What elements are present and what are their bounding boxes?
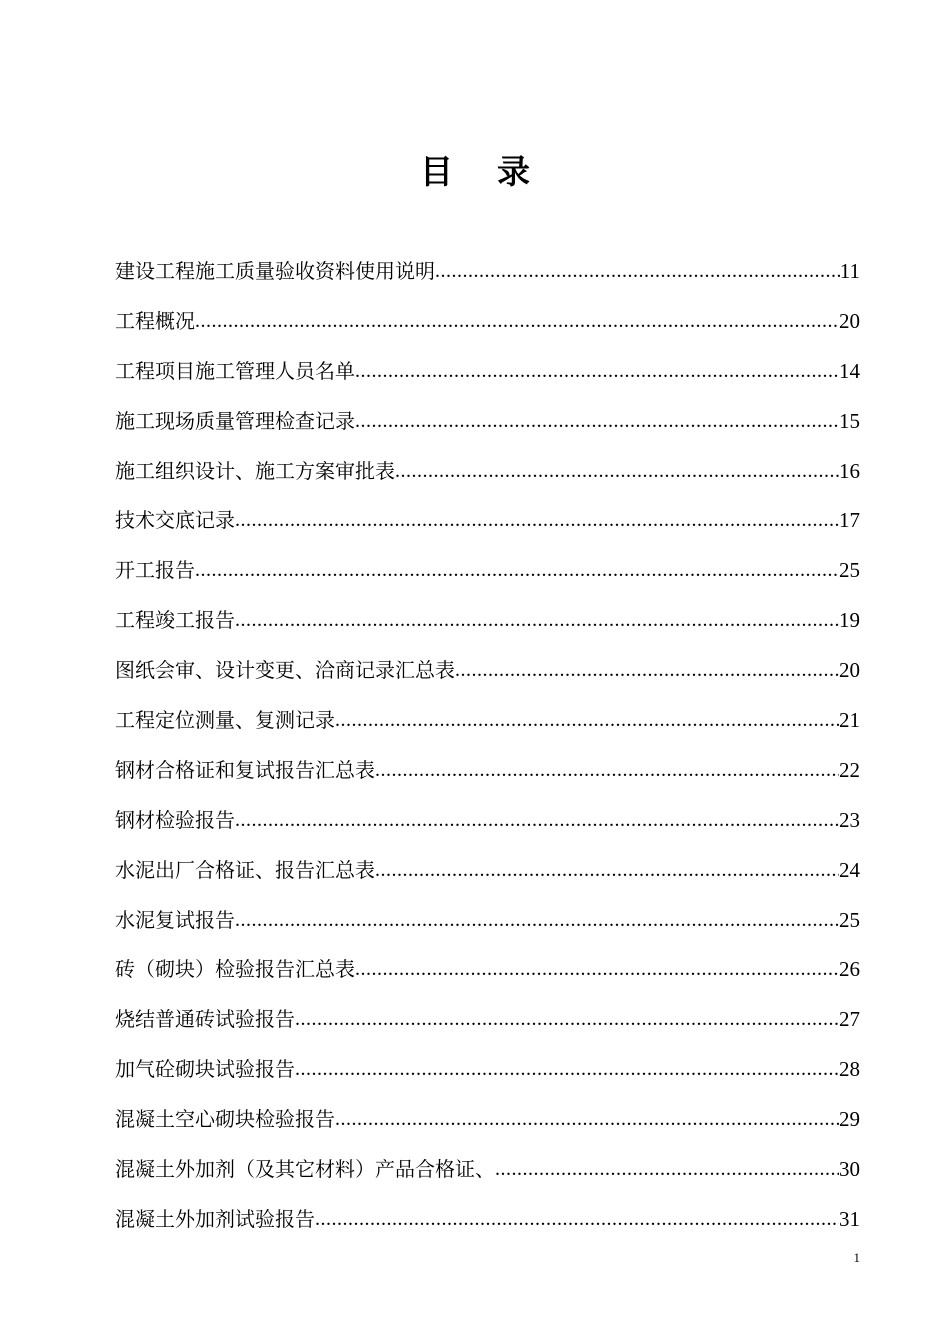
- toc-entry[interactable]: [115, 347, 860, 397]
- toc-leader-dots: [375, 746, 839, 796]
- toc-entry-page: 15: [839, 408, 860, 433]
- toc-entry[interactable]: [115, 247, 860, 297]
- toc-entry-page: 17: [839, 508, 860, 533]
- toc-leader-dots: [355, 397, 839, 447]
- toc-entry[interactable]: [115, 496, 860, 546]
- toc-leader-dots: [455, 646, 839, 696]
- toc-entry-label: 技术交底记录: [115, 508, 235, 533]
- toc-entry-page: 29: [839, 1107, 860, 1132]
- toc-leader-dots: [235, 596, 839, 646]
- toc-entry-label: 加气砼砌块试验报告: [115, 1057, 295, 1082]
- toc-entry-page: 24: [839, 857, 860, 882]
- toc-entry-label: 混凝土外加剂试验报告: [115, 1206, 315, 1231]
- toc-entry-label: 工程竣工报告: [115, 608, 235, 633]
- toc-entry-label: 建设工程施工质量验收资料使用说明: [115, 258, 435, 283]
- toc-leader-dots: [395, 447, 839, 497]
- page-title: 目录: [420, 152, 574, 191]
- toc-entry-page: 23: [839, 807, 860, 832]
- toc-entry[interactable]: [115, 546, 860, 596]
- toc-entry[interactable]: [115, 397, 860, 447]
- toc-entry[interactable]: [115, 796, 860, 846]
- toc-leader-dots: [435, 247, 840, 297]
- toc-entry-page: 28: [839, 1057, 860, 1082]
- toc-entry-label: 施工现场质量管理检查记录: [115, 408, 355, 433]
- toc-entry-page: 20: [839, 658, 860, 683]
- toc-entry-page: 16: [839, 458, 860, 483]
- toc-entry-label: 施工组织设计、施工方案审批表: [115, 458, 395, 483]
- toc-entry[interactable]: [115, 696, 860, 746]
- toc-entry-label: 烧结普通砖试验报告: [115, 1007, 295, 1032]
- toc-leader-dots: [195, 546, 839, 596]
- toc-leader-dots: [235, 496, 839, 546]
- toc-entry-page: 14: [839, 358, 860, 383]
- toc-leader-dots: [355, 945, 839, 995]
- toc-entry-page: 11: [839, 258, 860, 283]
- toc-entry-page: 19: [839, 608, 860, 633]
- toc-entry-page: 20: [839, 308, 860, 333]
- toc-entry[interactable]: [115, 846, 860, 896]
- table-of-contents: [115, 247, 860, 1245]
- toc-entry[interactable]: [115, 896, 860, 946]
- toc-entry-label: 钢材检验报告: [115, 807, 235, 832]
- toc-entry-label: 图纸会审、设计变更、洽商记录汇总表: [115, 658, 455, 683]
- toc-entry-label: 钢材合格证和复试报告汇总表: [115, 757, 375, 782]
- toc-entry-label: 开工报告: [115, 558, 195, 583]
- toc-entry[interactable]: [115, 995, 860, 1045]
- toc-entry-label: 混凝土空心砌块检验报告: [115, 1107, 335, 1132]
- toc-leader-dots: [335, 696, 839, 746]
- toc-leader-dots: [235, 896, 839, 946]
- toc-entry[interactable]: [115, 1045, 860, 1095]
- toc-leader-dots: [295, 995, 839, 1045]
- toc-leader-dots: [495, 1145, 839, 1195]
- toc-entry-page: 25: [839, 907, 860, 932]
- toc-entry-page: 21: [839, 708, 860, 732]
- toc-entry-page: 22: [839, 757, 860, 782]
- toc-leader-dots: [335, 1095, 839, 1145]
- toc-leader-dots: [375, 846, 839, 896]
- toc-leader-dots: [235, 796, 839, 846]
- toc-entry[interactable]: [115, 447, 860, 497]
- toc-entry-page: 31: [839, 1206, 860, 1231]
- toc-entry-page: 25: [839, 558, 860, 583]
- toc-entry[interactable]: [115, 945, 860, 995]
- toc-entry-label: 砖（砌块）检验报告汇总表: [115, 957, 355, 982]
- toc-entry[interactable]: [115, 1095, 860, 1145]
- toc-entry-label: 水泥出厂合格证、报告汇总表: [115, 857, 375, 882]
- toc-entry-label: 水泥复试报告: [115, 907, 235, 932]
- toc-entry-label: 工程项目施工管理人员名单: [115, 358, 355, 383]
- toc-entry[interactable]: [115, 1195, 860, 1245]
- toc-entry[interactable]: [115, 746, 860, 796]
- toc-entry[interactable]: [115, 1145, 860, 1195]
- toc-leader-dots: [195, 297, 839, 347]
- toc-entry-page: 30: [839, 1157, 860, 1182]
- toc-entry-page: 27: [839, 1007, 860, 1032]
- toc-entry[interactable]: [115, 297, 860, 347]
- toc-leader-dots: [295, 1045, 839, 1095]
- toc-entry[interactable]: [115, 596, 860, 646]
- toc-entry[interactable]: [115, 646, 860, 696]
- toc-leader-dots: [315, 1195, 839, 1245]
- page-number: 1: [853, 1250, 860, 1265]
- toc-entry-label: 工程概况: [115, 308, 195, 333]
- toc-entry-label: 工程定位测量、复测记录: [115, 708, 335, 732]
- toc-leader-dots: [355, 347, 839, 397]
- toc-entry-page: 26: [839, 957, 860, 982]
- toc-entry-label: 混凝土外加剂（及其它材料）产品合格证、: [115, 1157, 495, 1182]
